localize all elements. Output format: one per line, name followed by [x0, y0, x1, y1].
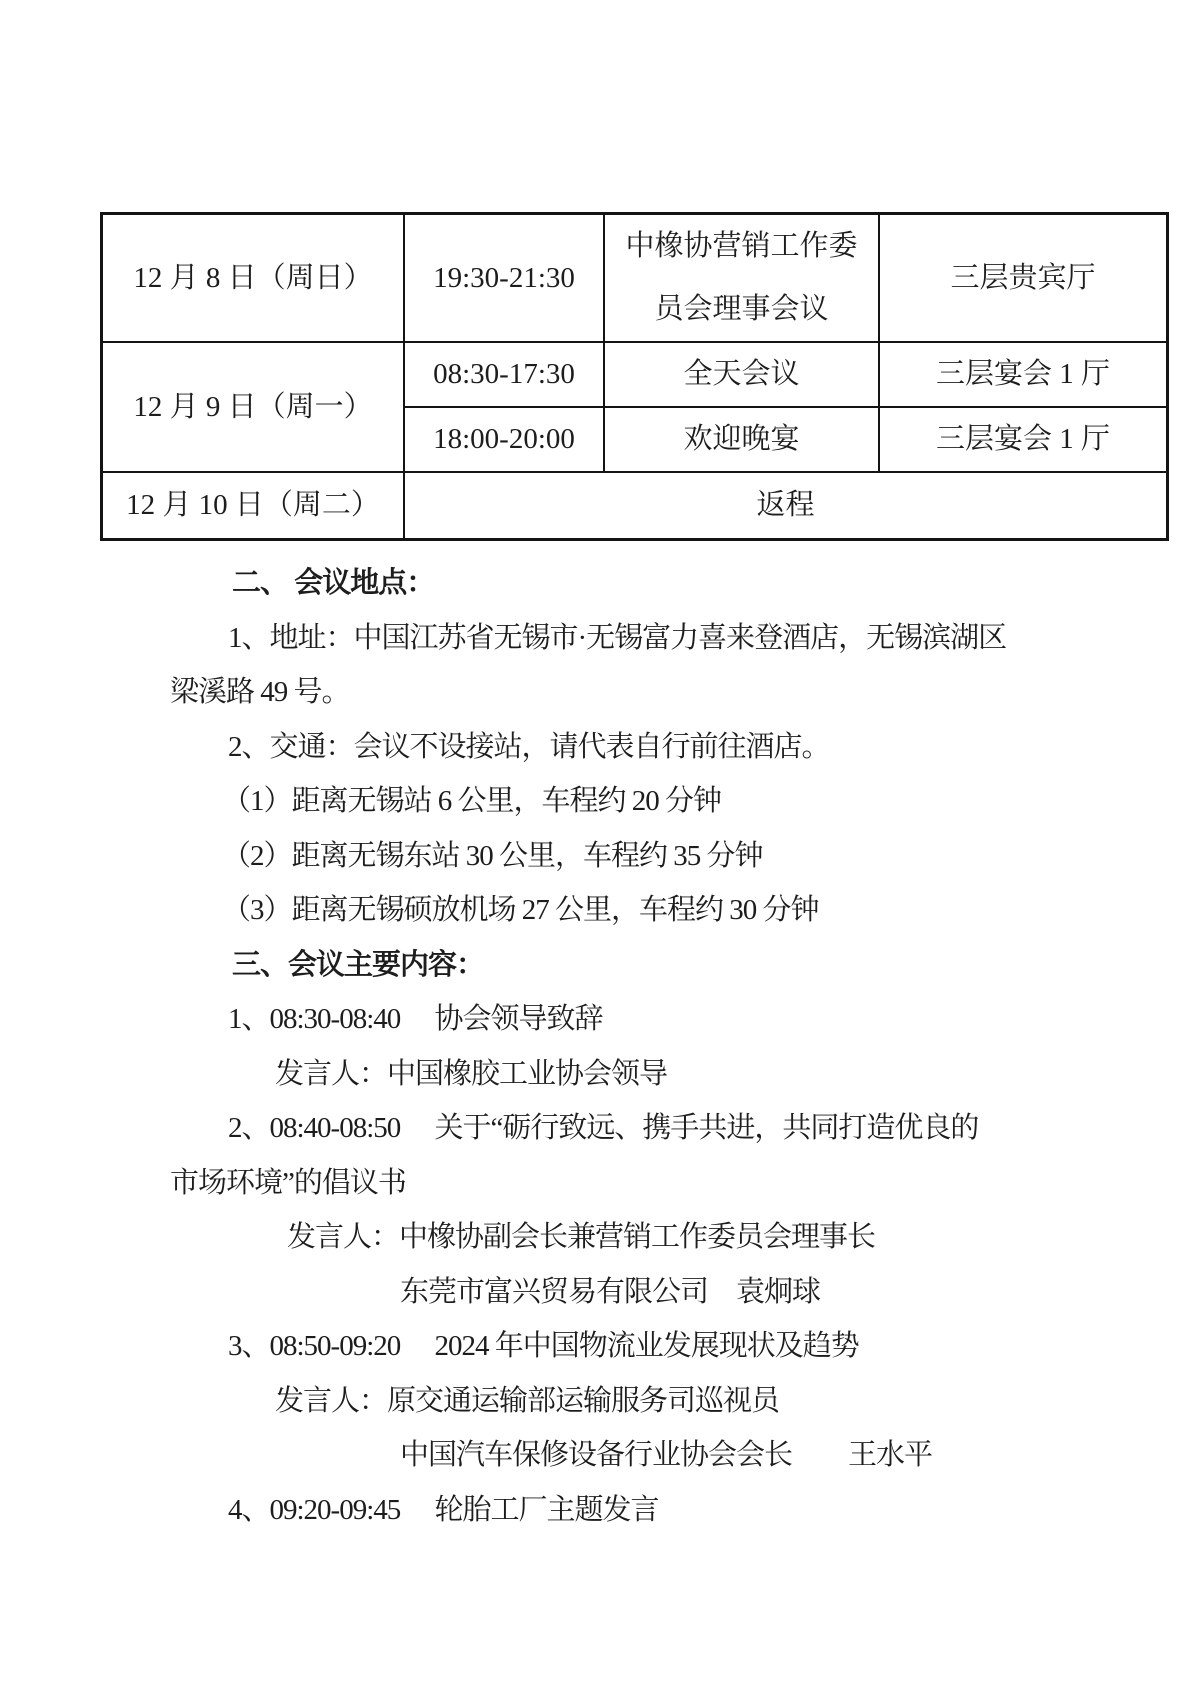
time-cell: 08:30-17:30 — [404, 342, 604, 407]
schedule-table — [100, 212, 1169, 541]
doc-line-agenda-2: 2、08:40-08:50 关于“砺行致远、携手共进，共同打造优良的 — [228, 1112, 979, 1144]
event-text: 中橡协营销工作委员会理事会议 — [625, 230, 858, 325]
section-heading-location: 二、 会议地点： — [232, 567, 435, 599]
table-row — [102, 472, 1168, 539]
doc-line-agenda-1: 1、08:30-08:40 协会领导致辞 — [228, 1003, 603, 1035]
time-cell: 19:30-21:30 — [404, 214, 604, 343]
venue-cell: 三层宴会 1 厅 — [879, 342, 1168, 407]
event-cell — [604, 214, 879, 343]
document-body — [170, 556, 1070, 1537]
time-cell: 18:00-20:00 — [404, 407, 604, 472]
venue-cell: 三层宴会 1 厅 — [879, 407, 1168, 472]
return-cell: 返程 — [404, 472, 1168, 539]
doc-line-speaker-2: 发言人：中橡协副会长兼营销工作委员会理事长 — [287, 1221, 876, 1253]
doc-line-speaker-3: 发言人：原交通运输部运输服务司巡视员 — [275, 1384, 780, 1417]
date-cell: 12 月 8 日（周日） — [102, 214, 405, 343]
table-row — [102, 214, 1168, 343]
doc-line-address: 1、地址：中国江苏省无锡市·无锡富力喜来登酒店，无锡滨湖区 — [228, 621, 1007, 654]
doc-line-speaker-1: 发言人：中国橡胶工业协会领导 — [275, 1057, 668, 1090]
doc-line-agenda-3: 3、08:50-09:20 2024 年中国物流业发展现状及趋势 — [228, 1330, 859, 1362]
event-cell: 欢迎晚宴 — [604, 407, 879, 472]
date-cell: 12 月 9 日（周一） — [102, 342, 405, 472]
doc-line-speaker-2-org: 东莞市富兴贸易有限公司 袁炯球 — [400, 1275, 821, 1308]
table-row — [102, 342, 1168, 407]
event-cell: 全天会议 — [604, 342, 879, 407]
venue-cell: 三层贵宾厅 — [879, 214, 1168, 343]
doc-line-distance-2: （2）距离无锡东站 30 公里，车程约 35 分钟 — [222, 839, 763, 872]
doc-line-address-wrap: 梁溪路 49 号。 — [170, 676, 350, 708]
date-cell: 12 月 10 日（周二） — [102, 472, 405, 539]
doc-line-agenda-4: 4、09:20-09:45 轮胎工厂主题发言 — [228, 1493, 659, 1526]
section-heading-agenda: 三、会议主要内容： — [232, 948, 485, 981]
doc-line-distance-1: （1）距离无锡站 6 公里，车程约 20 分钟 — [222, 785, 722, 817]
doc-line-agenda-2-wrap: 市场环境”的倡议书 — [170, 1166, 406, 1199]
doc-line-transport: 2、交通：会议不设接站，请代表自行前往酒店。 — [228, 730, 830, 763]
doc-line-distance-3: （3）距离无锡硕放机场 27 公里，车程约 30 分钟 — [222, 894, 819, 926]
doc-line-speaker-3-org: 中国汽车保修设备行业协会会长 王水平 — [400, 1439, 933, 1471]
